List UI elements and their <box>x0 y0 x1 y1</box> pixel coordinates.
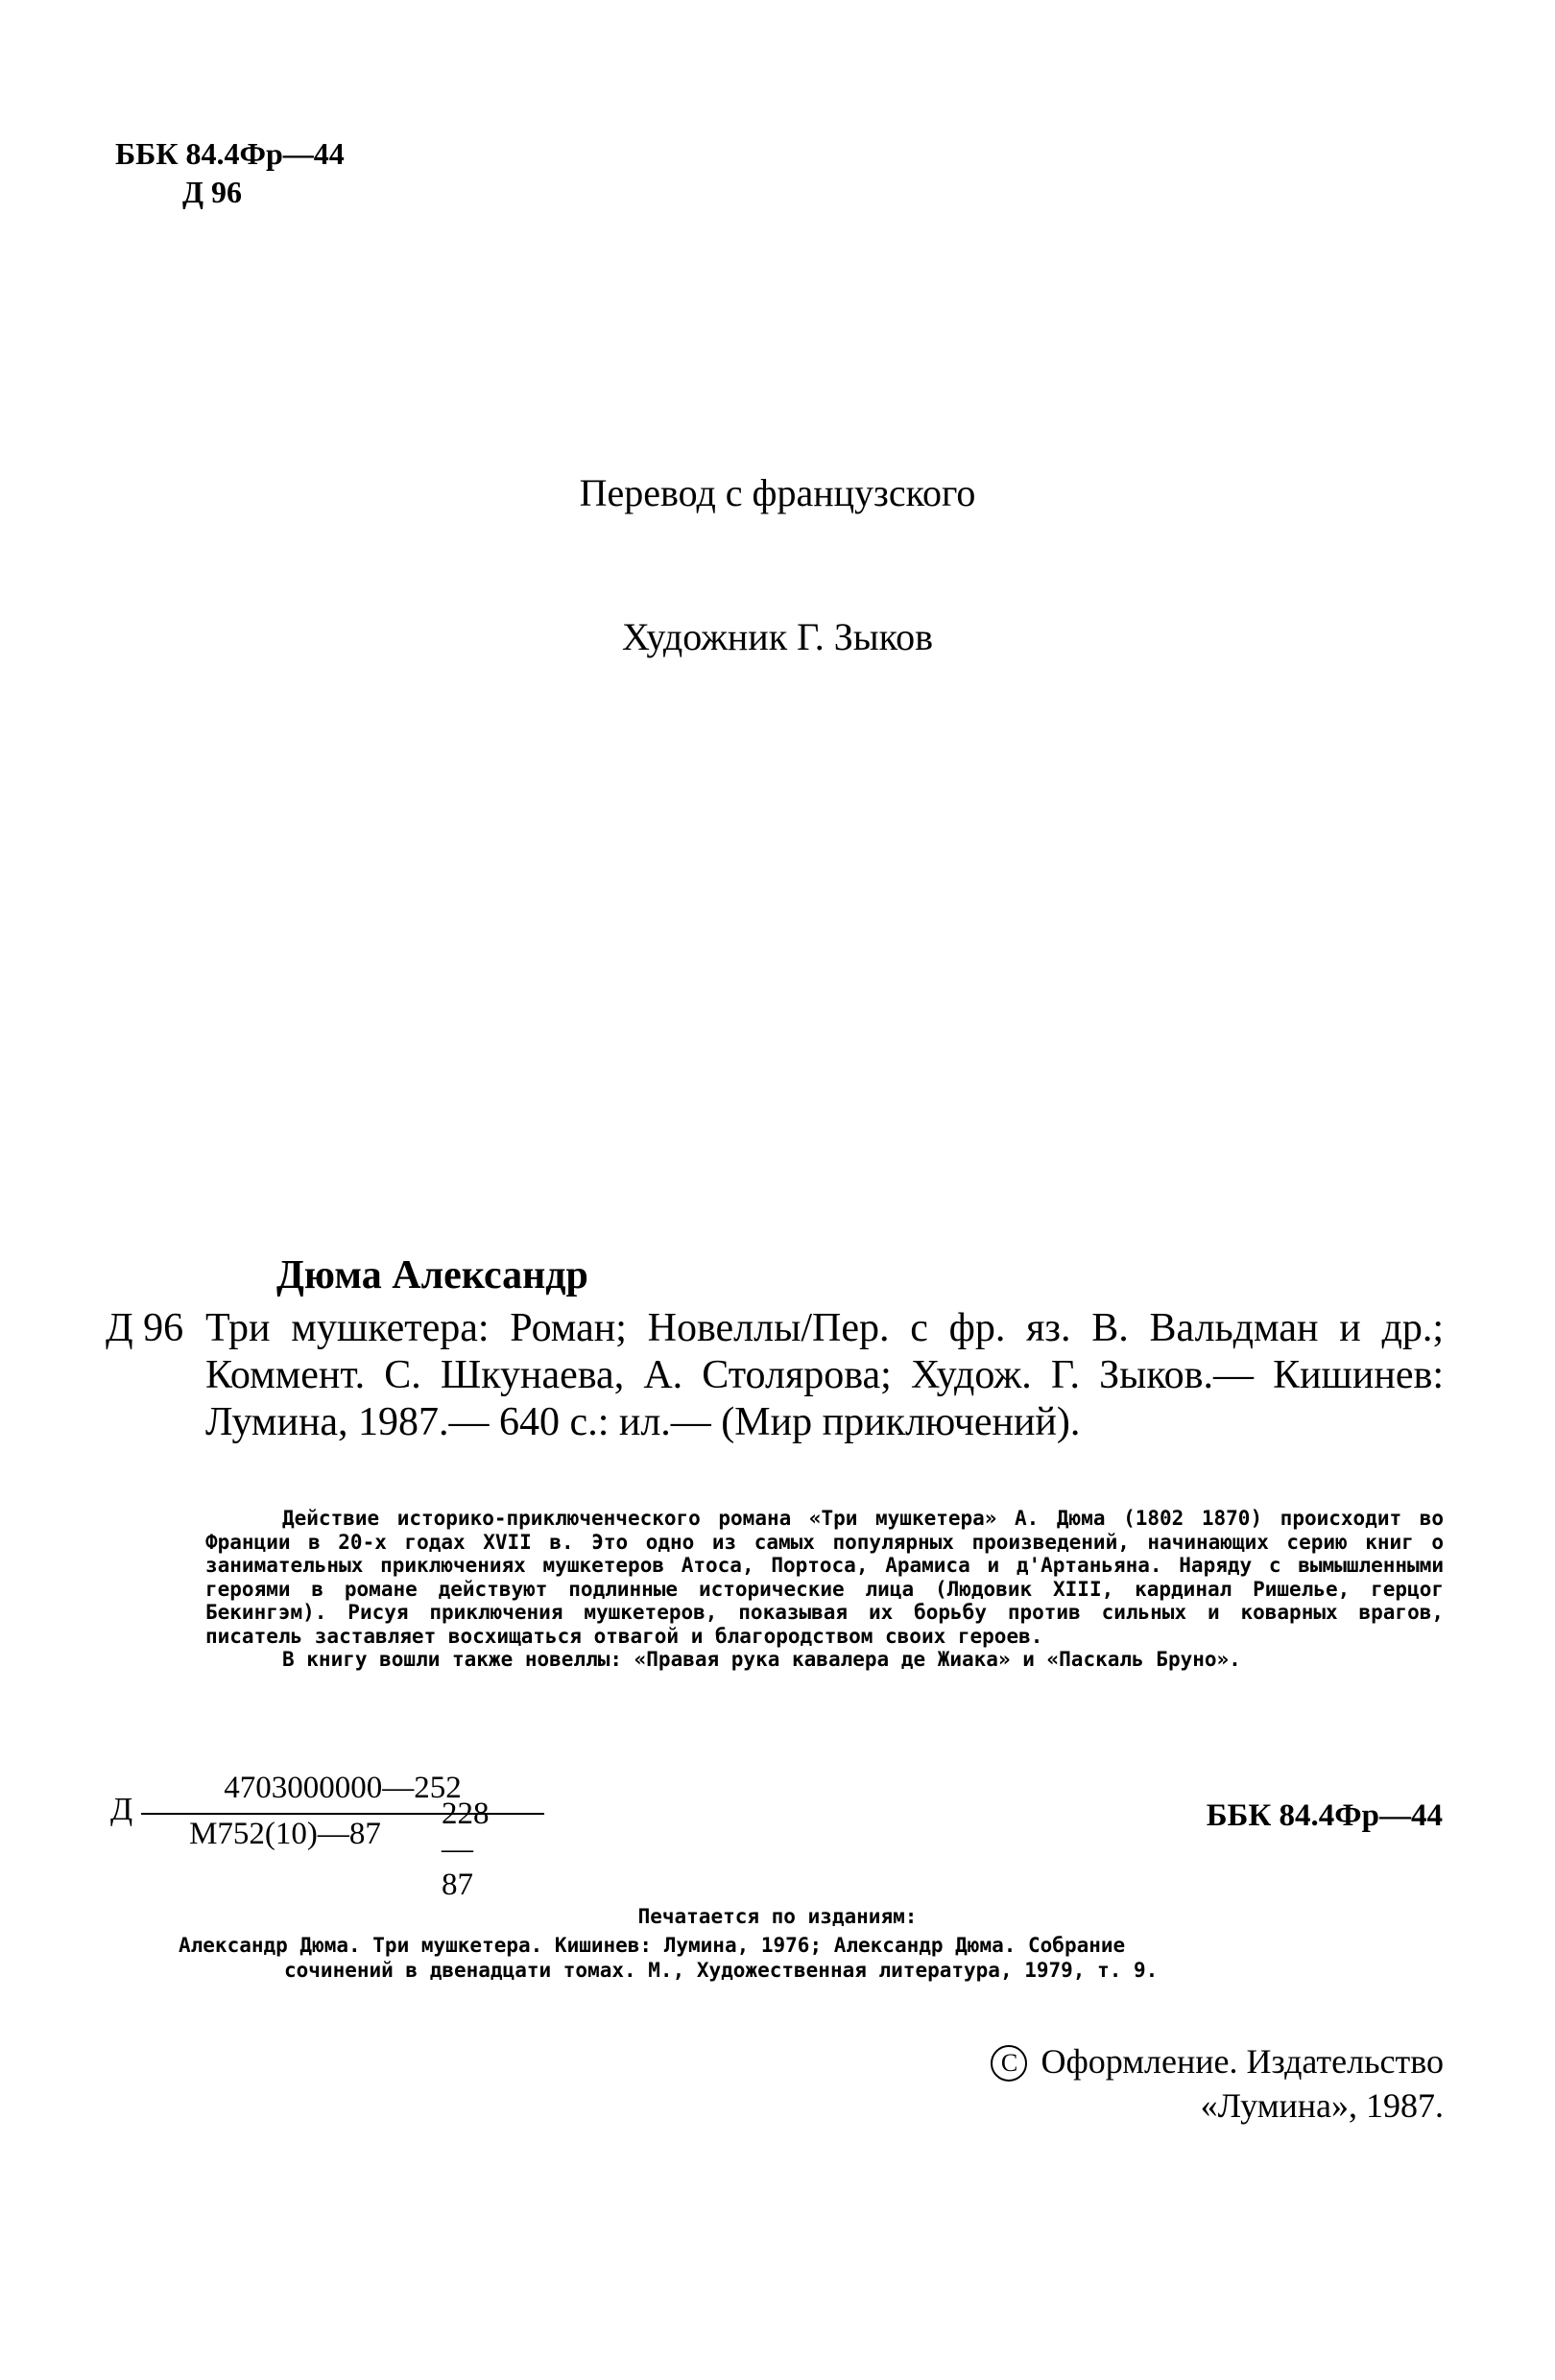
author-heading: Дюма Александр <box>276 1253 588 1297</box>
bbk-code: ББК 84.4Фр—44 <box>115 136 345 171</box>
author-sign: Д 96 <box>182 175 243 209</box>
annotation <box>205 1507 1444 1672</box>
fraction-prefix: Д <box>110 1792 133 1827</box>
fraction-numerator: 4703000000—252 <box>224 1771 462 1805</box>
editions-line: Александр Дюма. Три мушкетера. Кишинев: Лумина, 1976; Александр Дюма. Собрание <box>179 1934 1126 1957</box>
index-code: Д 96 <box>106 1306 184 1350</box>
copyright-notice <box>868 2039 1444 2128</box>
translation-note: Перевод с французского <box>579 471 976 514</box>
editions-list <box>179 1933 1444 1983</box>
annotation-paragraph: Действие историко-приключенческого романа «Три мушкетера» А. Дюма (1802 1870) происходит во Франции в 20-х годах XVII в. Это одно из самых популярных произведений, начинающих серию книг о занимательных приключениях мушкетеров Атоса, Портоса, Арамиса и д'Артаньяна. Наряду с вымышленными героями в романе действуют подлинные исторические лица (Людовик XIII, кардинал Ришелье, герцог Бекингэм). Рисуя приключения мушкетеров, показывая их борьбу против сильных и коварных врагов, писатель заставляет восхищаться отвагой и благородством своих героев. <box>205 1507 1444 1648</box>
fraction-suffix: 228—87 <box>442 1797 490 1902</box>
editions-heading: Печатается по изданиям: <box>637 1905 918 1928</box>
copyright-line: «Лумина», 1987. <box>1200 2086 1444 2125</box>
copyright-icon: C <box>991 2045 1027 2082</box>
annotation-paragraph: В книгу вошли также новеллы: «Правая рука кавалера де Жиака» и «Паскаль Бруно». <box>282 1648 1241 1671</box>
copyright-line: Оформление. Издательство <box>1041 2042 1444 2081</box>
bibliographic-description: Три мушкетера: Роман; Новеллы/Пер. с фр. яз. В. Вальдман и др.; Коммент. С. Шкунаева, А. Столярова; Худож. Г. Зыков.— Кишинев: Лумина, 1987.— 640 с.: ил.— (Мир приключений). <box>205 1306 1444 1444</box>
bbk-classification-top <box>115 134 345 211</box>
editions-line: сочинений в двенадцати томах. М., Художественная литература, 1979, т. 9. <box>284 1959 1159 1982</box>
bbk-classification-bottom: ББК 84.4Фр—44 <box>1206 1798 1443 1833</box>
fraction-denominator: М752(10)—87 <box>189 1817 381 1851</box>
artist-note: Художник Г. Зыков <box>622 615 933 658</box>
